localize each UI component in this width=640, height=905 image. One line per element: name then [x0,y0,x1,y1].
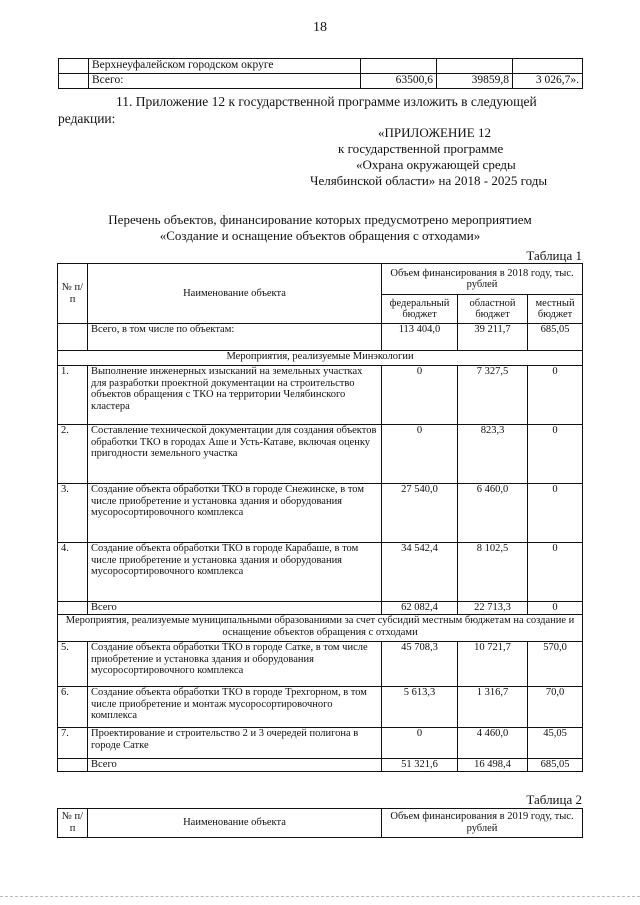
table-row [58,366,583,425]
row-num: 2. [58,425,88,484]
row-local: 0 [528,425,583,484]
prev-total-value: 39859,8 [437,74,513,89]
row-federal: 0 [382,366,458,425]
row-regional: 4 460,0 [458,728,528,759]
table-row-subtotal [58,602,583,615]
prev-total-label: Всего: [89,74,361,89]
header-funding: Объем финансирования в 2018 году, тыс. рублей [382,264,583,295]
header-name: Наименование объекта [88,809,382,838]
row-regional: 823,3 [458,425,528,484]
table-row [58,728,583,759]
annex-line: к государственной программе [338,141,504,156]
row-num: 7. [58,728,88,759]
row-local: 570,0 [528,642,583,687]
row-local: 70,0 [528,687,583,728]
annex-heading [310,125,630,189]
title-line: Перечень объектов, финансирование которых предусмотрено мероприятием [108,212,532,227]
annex-line: «Охрана окружающей среды [356,157,516,172]
total-local: 685,05 [528,324,583,351]
table-header-row [58,809,583,838]
row-num: 4. [58,543,88,602]
table-row [58,425,583,484]
annex-line: «ПРИЛОЖЕНИЕ 12 [378,125,491,140]
table-cell [58,759,88,772]
table-cell [59,59,89,74]
subtotal-name: Всего [88,759,382,772]
row-name: Выполнение инженерных изысканий на земельных участках для разработки проектной документации на строительство объектов обращения с ТКО на территории Челябинского кластера [88,366,382,425]
row-num: 1. [58,366,88,425]
table-row-total [58,324,583,351]
row-name: Создание объекта обработки ТКО в городе Карабаше, в том числе приобретение и установка здания и оборудования мусоросортировочного комплекса [88,543,382,602]
row-name: Создание объекта обработки ТКО в городе Сатке, в том числе приобретение и установка здания и оборудования мусоросортировочного комплекса [88,642,382,687]
row-local: 45,05 [528,728,583,759]
row-local: 0 [528,484,583,543]
section-row [58,615,583,642]
prev-row-text: Верхнеуфалейском городском округе [89,59,361,74]
table-header-row [58,264,583,295]
paragraph-11: 11. Приложение 12 к государственной программе изложить в следующей редакции: [58,94,537,126]
row-regional: 7 327,5 [458,366,528,425]
row-num: 5. [58,642,88,687]
header-local: местный бюджет [528,295,583,324]
row-regional: 6 460,0 [458,484,528,543]
row-name: Проектирование и строительство 2 и 3 очередей полигона в городе Сатке [88,728,382,759]
previous-table [58,58,583,89]
table-cell [58,602,88,615]
row-regional: 10 721,7 [458,642,528,687]
title-line: «Создание и оснащение объектов обращения с отходами» [159,228,481,243]
table-row [58,642,583,687]
section-row [58,351,583,366]
row-num: 3. [58,484,88,543]
total-federal: 113 404,0 [382,324,458,351]
row-federal: 5 613,3 [382,687,458,728]
table-2 [57,808,583,838]
table-row [58,687,583,728]
total-regional: 39 211,7 [458,324,528,351]
header-federal: федеральный бюджет [382,295,458,324]
row-federal: 27 540,0 [382,484,458,543]
page-bottom-edge [0,896,640,899]
table-row [58,543,583,602]
header-num: № п/п [58,809,88,838]
row-regional: 8 102,5 [458,543,528,602]
subtotal-federal: 62 082,4 [382,602,458,615]
table1-label: Таблица 1 [526,248,582,263]
table-row-subtotal [58,759,583,772]
table-cell [361,59,437,74]
table-cell [437,59,513,74]
table-cell [59,74,89,89]
row-regional: 1 316,7 [458,687,528,728]
table-row [59,74,583,89]
subtotal-regional: 22 713,3 [458,602,528,615]
subtotal-local: 685,05 [528,759,583,772]
row-local: 0 [528,543,583,602]
row-federal: 0 [382,425,458,484]
prev-total-value: 63500,6 [361,74,437,89]
total-name: Всего, в том числе по объектам: [88,324,382,351]
page-number: 18 [313,20,327,35]
header-name: Наименование объекта [88,264,382,324]
header-regional: областной бюджет [458,295,528,324]
row-federal: 34 542,4 [382,543,458,602]
header-num: № п/п [58,264,88,324]
document-title [58,212,582,244]
section-1-title: Мероприятия, реализуемые Минэкологии [58,351,583,366]
table-row [58,484,583,543]
subtotal-name: Всего [88,602,382,615]
table-cell [58,324,88,351]
row-name: Составление технической документации для создания объектов обработки ТКО в городах Аше и Усть-Катаве, включая оценку пригодности земельного участка [88,425,382,484]
table2-label: Таблица 2 [526,792,582,807]
table-1 [57,263,583,772]
subtotal-local: 0 [528,602,583,615]
row-name: Создание объекта обработки ТКО в городе Снежинске, в том числе приобретение и установка здания и оборудования мусоросортировочного комплекса [88,484,382,543]
table-cell [513,59,583,74]
subtotal-federal: 51 321,6 [382,759,458,772]
subtotal-regional: 16 498,4 [458,759,528,772]
header-funding: Объем финансирования в 2019 году, тыс. рублей [382,809,583,838]
table-row [59,59,583,74]
row-federal: 45 708,3 [382,642,458,687]
annex-line: Челябинской области» на 2018 - 2025 годы [310,173,548,188]
row-federal: 0 [382,728,458,759]
prev-total-value: 3 026,7». [513,74,583,89]
row-num: 6. [58,687,88,728]
row-local: 0 [528,366,583,425]
row-name: Создание объекта обработки ТКО в городе Трехгорном, в том числе приобретение и монтаж мусоросортировочного комплекса [88,687,382,728]
section-2-title: Мероприятия, реализуемые муниципальными образованиями за счет субсидий местным бюджетам на создание и оснащение объектов обращения с отходами [58,615,583,642]
